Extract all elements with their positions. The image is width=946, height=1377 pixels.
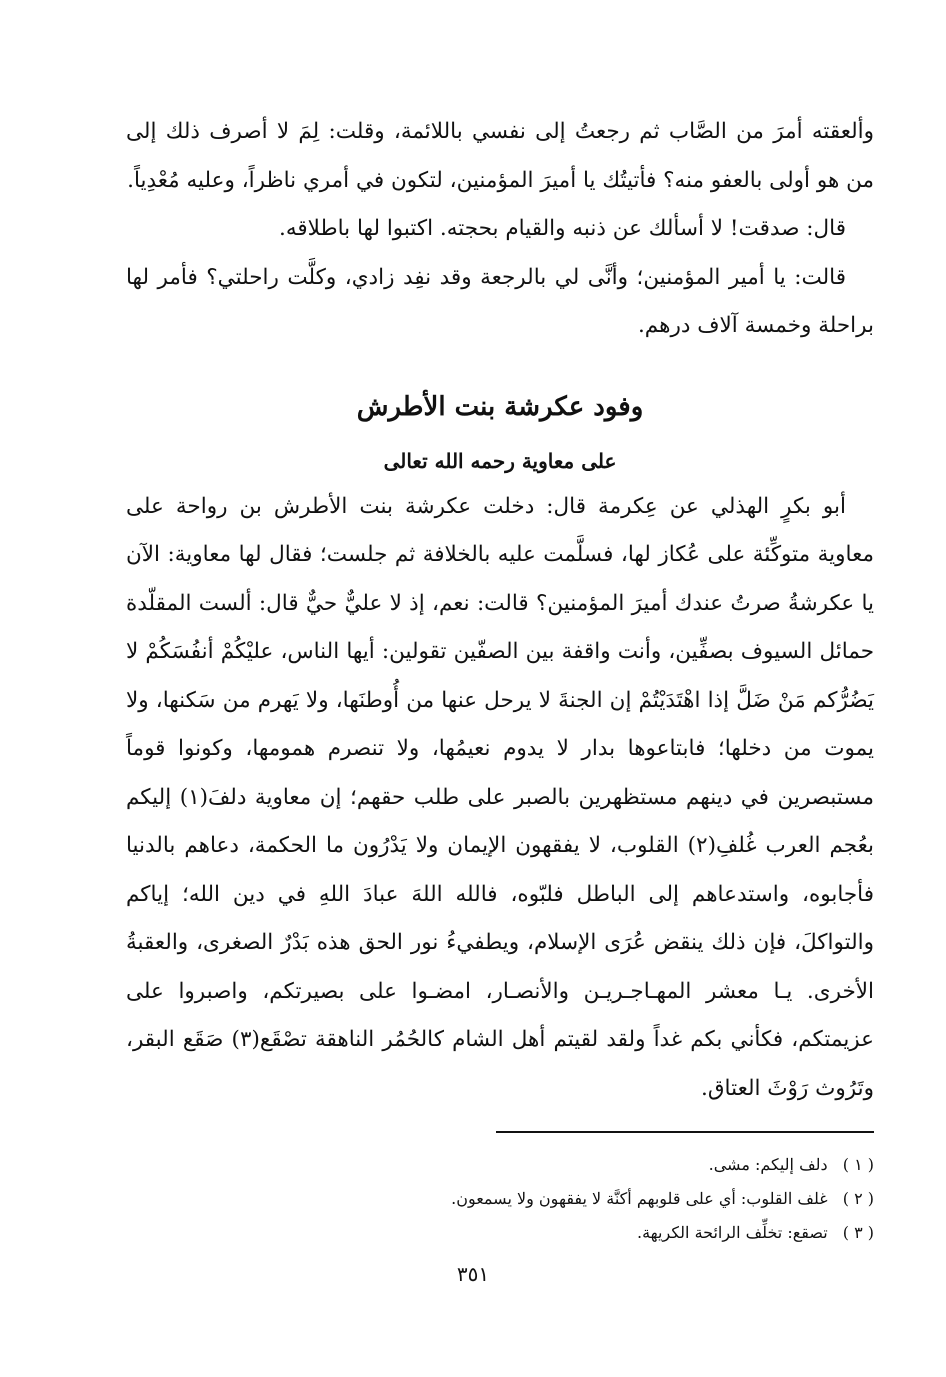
main-paragraph: أبو بكرٍ الهذلي عن عِكرمة قال: دخلت عكرشة بنت الأطرش بن رواحة على معاوية متوكِّئة على عُكاز لها، فسلَّمت عليه بالخلافة ثم جلست؛ فقال لها معاوية: الآن يا عكرشةُ صرتُ عندك أميرَ المؤمنين؟ قالت: نعم، إذ لا عليٌّ حيٌّ قال: ألست المقلّدة حمائل السيوف بصفِّين، وأنت واقفة بين الصفّين تقولين: أيها الناس، عليْكُمْ أنفُسَكُمْ لا يَضُرُّكم مَنْ ضَلَّ إذا اهْتَدَيْتُمْ إن الجنةَ لا يرحل عنها من أُوطنَها، ولا يَهرم من سَكنها، ولا يموت من دخلها؛ فابتاعوها بدار لا يدوم نعيمُها، ولا تنصرم همومها، وكونوا قوماً مستبصرين في دينهم مستظهرين بالصبر على طلب حقهم؛ إن معاوية دلفَ(١) إليكم بعُجم العرب غُلفِ(٢) القلوب، لا يفقهون الإيمان ولا يَدْرُون ما الحكمة، دعاهم بالدنيا فأجابوه، واستدعاهم إلى الباطل فلبّوه، فالله اللهَ عبادَ اللهِ في دين الله؛ إياكم والتواكلَ، فإن ذلك ينقض عُرَى الإسلام، ويطفيءُ نور الحق هذه بَدْرٌ الصغرى، والعقبةُ الأخرى. يـا معشر المهـاجـريـن والأنصـار، امضـوا على بصيرتكم، واصبروا على عزيمتكم، فكأني بكم غداً ولقد لقيتم أهل الشام كالحُمُر الناهقة تصْقَع(٣) صَقَع البقر، وتَرُوث رَوْثَ العتاق. (126, 493, 875, 1101)
footnote-number: ( ١ ) (842, 1155, 874, 1174)
footnotes (126, 1148, 874, 1250)
footnote-text: دلف إليكم: مشى. (708, 1155, 828, 1174)
page-number: ٣٥١ (456, 1262, 490, 1286)
footnote-3 (126, 1216, 874, 1250)
paragraph-1: وألعقته أمرَ من الصَّاب ثم رجعتُ إلى نفسي باللائمة، وقلت: لِمَ لا أصرف ذلك إلى من هو أولى بالعفو منه؟ فأتيتُك يا أميرَ المؤمنين، لتكون في أمري ناظراً، وعليه مُعْدِياً. (126, 119, 874, 193)
footnote-number: ( ٢ ) (842, 1189, 874, 1208)
footnote-separator (496, 1131, 874, 1133)
section-title: وفود عكرشة بنت الأطرش (356, 391, 644, 422)
footnote-text: تصقع: تخلِّف الرائحة الكريهة. (637, 1223, 828, 1242)
footnote-text: غلف القلوب: أي على قلوبهم أكنَّة لا يفقهون ولا يسمعون. (451, 1189, 828, 1208)
footnote-number: ( ٣ ) (842, 1223, 874, 1242)
paragraph-3: قالت: يا أمير المؤمنين؛ وأنَّى لي بالرجعة وقد نفِد زادي، وكلَّت راحلتي؟ فأمر لها براحلة وخمسة آلاف درهم. (126, 264, 874, 338)
footnote-2 (126, 1182, 874, 1216)
paragraph-2: قال: صدقت! لا أسألك عن ذنبه والقيام بحجته. اكتبوا لها باطلاقه. (279, 216, 846, 241)
section-subtitle: على معاوية رحمه الله تعالى (383, 448, 617, 473)
body-text (126, 108, 874, 1113)
footnote-1 (126, 1148, 874, 1182)
